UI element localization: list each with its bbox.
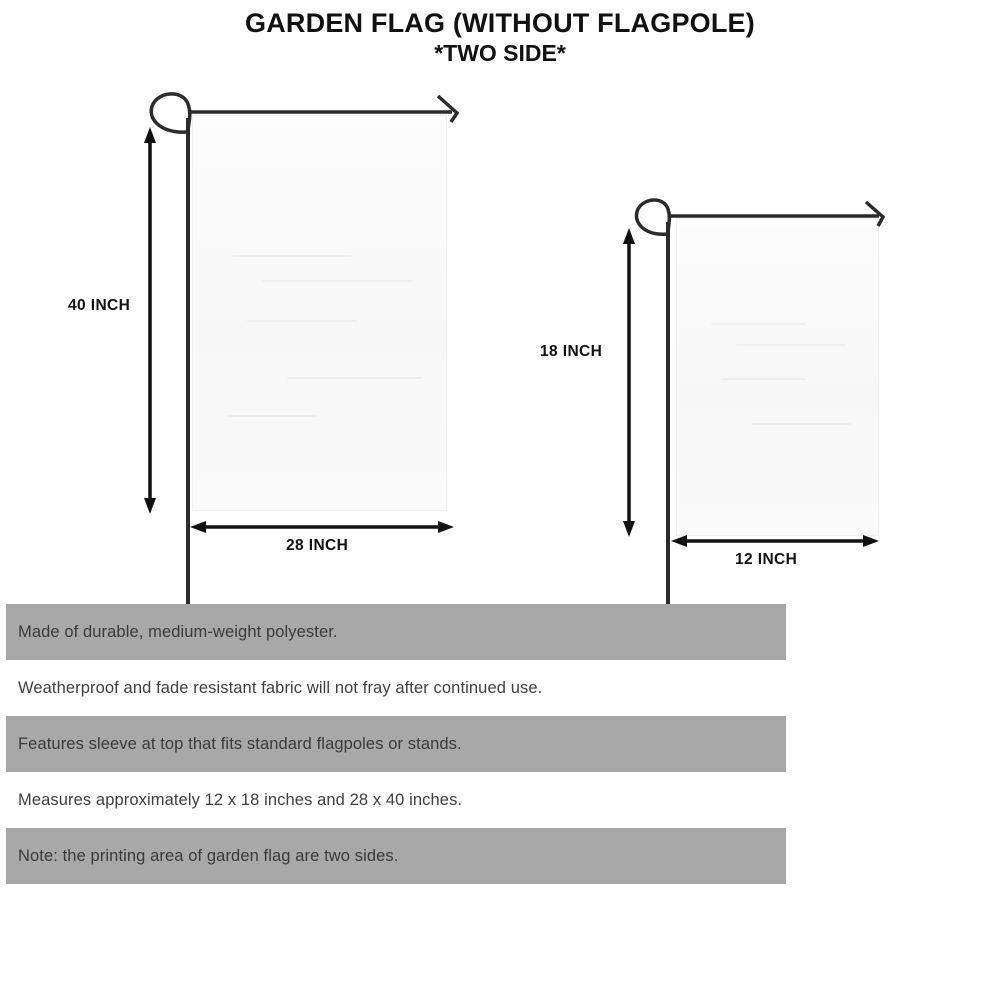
feature-text: Weatherproof and fade resistant fabric will not fray after continued use. — [18, 678, 543, 697]
small-flag-hook-right — [866, 202, 883, 226]
large-flag-hook-right — [438, 96, 457, 122]
page-subtitle: *TWO SIDE* — [434, 40, 566, 67]
feature-row — [6, 772, 786, 828]
small-width-arrow-left — [671, 535, 687, 547]
feature-text: Note: the printing area of garden flag are two sides. — [18, 846, 399, 865]
feature-row — [6, 828, 786, 884]
large-flag-height-label: 40 INCH — [68, 297, 131, 314]
large-width-arrow-right — [438, 521, 454, 533]
feature-text: Measures approximately 12 x 18 inches and 28 x 40 inches. — [18, 790, 463, 809]
features-list — [6, 604, 786, 884]
small-flag-height-label: 18 INCH — [540, 343, 603, 360]
small-flag-hook-left — [636, 200, 669, 234]
large-height-arrow-down — [144, 498, 156, 514]
large-width-arrow-left — [190, 521, 206, 533]
small-height-arrow-down — [623, 521, 635, 537]
feature-row — [6, 716, 786, 772]
feature-text: Features sleeve at top that fits standard flagpoles or stands. — [18, 734, 462, 753]
feature-row — [6, 660, 786, 716]
large-height-arrow-up — [144, 127, 156, 143]
small-flag-width-label: 12 INCH — [735, 551, 798, 568]
feature-row — [6, 604, 786, 660]
page-title: GARDEN FLAG (WITHOUT FLAGPOLE) — [245, 8, 755, 38]
small-width-arrow-right — [863, 535, 879, 547]
large-flag-hook-left — [151, 94, 190, 132]
feature-text: Made of durable, medium-weight polyester. — [18, 622, 338, 641]
large-flag-width-label: 28 INCH — [286, 537, 349, 554]
small-height-arrow-up — [623, 228, 635, 244]
